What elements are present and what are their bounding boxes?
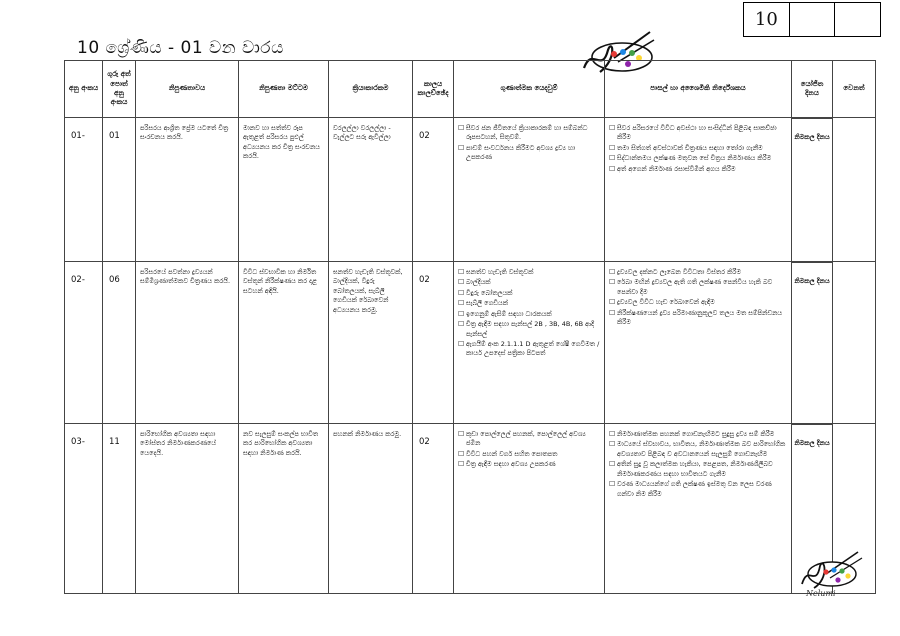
table-row [65,424,876,594]
row-activity: පහනක් නිර්මාණය කරමු. [329,424,413,594]
row-other [833,118,876,262]
row-planned-date [792,118,833,262]
completed-date-label: නිමකල දිනය [794,133,830,141]
list-item: ☐ සීවර ජන ජීවිතයේ ක්‍රියාකාරකම් හා සම්බන්ධ රූපසටහන්, සිතුවම්. [458,124,600,143]
list-item: ☐ වරණ මාධ්‍යයන්ගේ ගති ලක්ෂණ ඉස්මතු වන ලෙස වරණ ගන්වා නිම කිරීම [609,480,787,499]
row-guide-no: 06 [103,262,136,424]
list-item: ☐ නිර්මාණාත්මක පහනක් ගොඩනැඟීමට සුදුසු ද්‍රව්‍ය සම් කිරීම [609,430,787,439]
list-item: ☐ විවිධ පහන් වර්ග සහිත පොතපත [458,450,600,459]
row-planned-date [792,262,833,424]
table-row [65,262,876,424]
completed-date-label: නිමකල දිනය [794,277,830,285]
page-number-box [743,2,881,37]
list-item: ☐ නිරීක්ෂණයෙන් ද්‍රව්‍ය පරිමාණානුකූලව තලය මත සම්පින්ඩනය කිරීම [609,309,787,328]
list-item: ☐ බාල්දියක් [458,278,600,287]
row-competency-level: විවිධ ස්වභාවික හා නිර්මිත වස්තූන් නිරීක්ෂණය කර දළ සටහන් අඳියි. [239,262,329,424]
header-competency: නිපුණතාවය [136,61,239,118]
signature-text: Nelumi [806,589,836,598]
row-competency: පරිසරය ආශ්‍රිත ප්‍රේම යටතේ චිත්‍ර සංරචනය කරයි. [136,118,239,262]
row-serial-no: 02- [65,262,103,424]
list-item: ☐ සැබ්ලී ගෙඩියක් [458,299,600,308]
header-serial-no: අනු අංකය [65,61,103,118]
list-item: ☐ චිත්‍ර ඇඳීම සඳහා පැන්සල් 2B , 3B, 4B, 6B ආදී පැන්සල් [458,320,600,339]
row-competency: පාරිභෝගික අවශ්‍යතා සඳහා මෝස්තර නිර්මාණකරණයේ යෙදෙයි. [136,424,239,594]
list-item: ☐ ඝනත්ව හැඩැති වස්තූවක් [458,268,600,277]
row-activity: ඝනත්ව හැඩැති වස්තූවක්, බාල්දියක්, වීදුරු බෝතලයක්, සැබ්ලී ගෙඩියක් රේඛාවෙන් අධ්‍යයනය කරමු. [329,262,413,424]
header-guidance: පාසල් හා අශෛමිකි නිර්දේශකය [605,61,792,118]
row-guide-no: 01 [103,118,136,262]
list-item: ☐ චිත්‍ර ඇඳීම සඳහා අවශ්‍ය උපකරණ [458,460,600,469]
row-other [833,262,876,424]
list-item: ☐ ද්‍රව්‍යවල විවිධ හැඩ රේඛාවෙන් ඇඳීම [609,298,787,307]
row-competency-level: මානව හා සත්ත්ව රූප ඇතුළත් පරිසරය පුළුල් අධ්‍යයනය කර චිත්‍ර සංරචනය කරයි. [239,118,329,262]
header-planned-date: යෝජිත දිනය [792,61,833,118]
row-serial-no: 01- [65,118,103,262]
row-guidance [605,424,792,594]
page-number-blank-1 [790,3,836,36]
table-row [65,118,876,262]
list-item: ☐ මාධ්‍යයේ ස්වභාවය, භාවිතය, නිර්මාණාත්මක බව පාරිභෝගික අවශ්‍යතාව පිළිබඳ ව අවධානයෙන් සැලසුම් ගොඩනැඟීම [609,440,787,459]
row-guide-no: 11 [103,424,136,594]
row-serial-no: 03- [65,424,103,594]
row-guidance [605,262,792,424]
list-item: ☐ රේඛා මඟින් ද්‍රව්‍යවල ඇති ගති ලක්ෂණ පෙන්විය හැකි බව පෙන්වා දීම [609,278,787,297]
row-competency: පරිසරයේ පවත්නා ද්‍රව්‍යයන් සම්මිශ්‍රණාත්මකව චිත්‍රණය කරයි. [136,262,239,424]
completed-date-label: නිමකල දිනය [794,439,830,447]
list-item: ☐ ඇගයීම් අංක 2.1.1.1 D ඇතුළත් ශේෂී ගෙවීමත / කාර්ය උපදෙස් පත්‍රිකා පිටපත් [458,340,600,359]
list-item: ☐ කුඩා පොල්ලෙල් පහනක්, පොල්ලෙල් අවශ්‍ය ජමීන [458,430,600,449]
header-activity: ක්‍රියාකාරකම [329,61,413,118]
list-item: ☐ අත් අගෙන් නිර්මාණ රසාස්වීමින් අගය කිරීම [609,165,787,174]
document-title: 10 ශ්‍රේණිය - 01 වන වාරය [77,38,284,58]
header-quality-inputs: ගුණාත්මක යෙදවුම් [454,61,605,118]
row-activity: වරලල්ලා වරලල්ලා - වැල්ලට සරු ඇවිල්ලා [329,118,413,262]
row-guidance [605,118,792,262]
row-periods: 02 [413,424,454,594]
header-competency-level: නිපුණතා මට්ටම [239,61,329,118]
row-quality-inputs [454,424,605,594]
row-periods: 02 [413,118,454,262]
list-item: ☐ තමා සිත්ගත් අවස්ථාවක් චිත්‍රණය සඳහා තෝරා ගැනීම [609,144,787,153]
list-item: ☐ පාඩම් සංවර්ධනය කිරීමට අවශ්‍ය ද්‍රව්‍ය හා උපකරණ [458,144,600,163]
row-periods: 02 [413,262,454,424]
list-item: ☐ වීදුරු බෝතලයක් [458,289,600,298]
list-item: ☐ සිද්ධාන්තමය ලක්ෂණ මතුවන සේ චිත්‍රය නිර්මාණය කිරීම [609,154,787,163]
row-quality-inputs [454,118,605,262]
row-quality-inputs [454,262,605,424]
page-number-blank-2 [835,3,880,36]
table-header-row [65,61,876,118]
list-item: ☐ ඉගෙනුම් ඇසිම් සඳහා ධාරකයක් [458,310,600,319]
row-competency-level: නව සැලසුම් සංකල්ප භාවිත කර පාරිභෝගික අවශ්‍යතා සඳහා නිර්මාණ කරයි. [239,424,329,594]
header-other: වෙනත් [833,61,876,118]
list-item: ☐ අතින් සුදු වූ කලාත්මක හැකියා, පෙළපත, නිර්මාණශීලීබව නිර්මාණකරණය සඳහා භාවිතයට ගැනීම [609,460,787,479]
page-number: 10 [744,3,790,36]
header-guide-no: ගුරු අත් පොත් අනු අංකය [103,61,136,118]
list-item: ☐ ද්‍රව්‍යවල දක්නට ලැබෙන විවිධතා විස්තර කිරීම [609,268,787,277]
header-periods: කාලය කාලච්ඡේද [413,61,454,118]
list-item: ☐ සීවර පරිසරයේ විවිධ අවස්ථා හා සංසිද්ධීන් පිළිබඳ සාකච්ඡා කිරීම [609,124,787,143]
lesson-plan-table [64,60,876,594]
